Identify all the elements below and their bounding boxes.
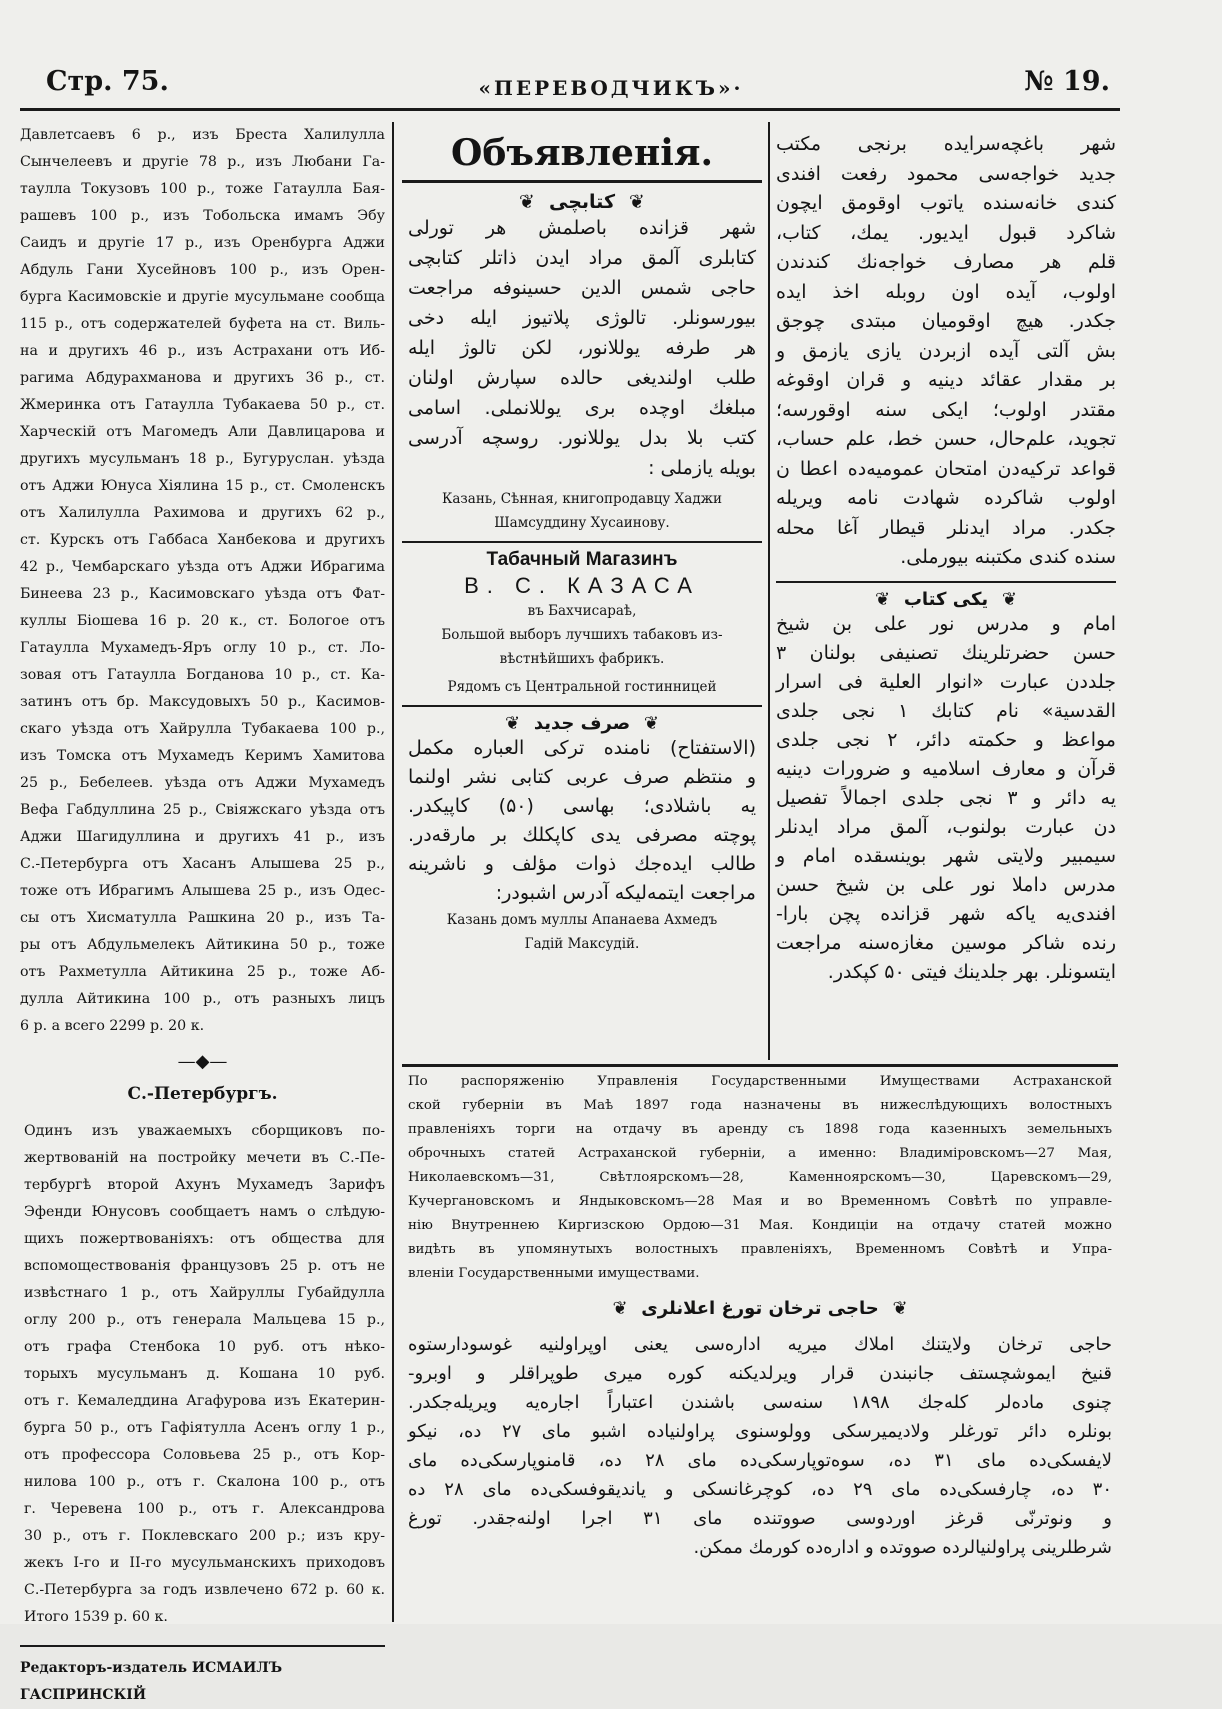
- auction-title-ar: حاجی ترخان تورغ اعلانلری: [641, 1298, 879, 1319]
- right-column: [776, 122, 1116, 1060]
- ad1-address: [402, 487, 762, 535]
- text-line: کندی خانه‌سنده یاتوب اوقومق ایچون: [776, 192, 1116, 214]
- newspaper-title: «ПЕРЕВОДЧИКЪ»·: [478, 76, 744, 100]
- text-line: Казань домъ муллы Апанаева Ахмедъ: [446, 912, 718, 928]
- text-line: سنده کندی مکتبنه بیورملی.: [900, 546, 1116, 568]
- text-line: و منتظم صرف عربی کتابی نشر اولنما: [408, 766, 756, 788]
- text-line: оглу 200 р., отъ генерала Мальцева 15 р.,: [24, 1312, 385, 1328]
- text-line: شهر باغچه‌سرایده برنجی مکتب: [776, 133, 1116, 155]
- text-line: нію Внутреннею Киргизскою Ордою—31 Мая. Кондиціи на отдачу статей можно: [408, 1218, 1112, 1233]
- new-book-text: [776, 610, 1116, 987]
- text-line: طلب اولندیغی حالده سپارش اولنان: [408, 367, 756, 389]
- text-line: отъ г. Кемаледдина Агафурова изъ Екатерин-: [24, 1393, 385, 1409]
- text-line: рашевъ 100 р., изъ Тобольска имамъ Эбу: [20, 208, 385, 224]
- text-line: видѣть въ упомянутыхъ волостныхъ правленіяхъ, Временномъ Совѣтѣ и Упра-: [408, 1242, 1112, 1257]
- text-line: رنده شاکر موسین مغازەسنه مراجعت: [776, 931, 1116, 954]
- text-line: Гадій Максудій.: [524, 936, 640, 952]
- text-line: 25 р., Бебелеев. уѣзда отъ Аджи Мухамедъ: [20, 775, 385, 791]
- bottom-section-rule: [402, 1064, 1118, 1067]
- text-line: سیمبیر ولایتی شهر بوینسقده امام و: [776, 844, 1116, 867]
- text-line: کتابلری آلمق مراد ایدن ذاتلر کتابچی: [408, 247, 756, 269]
- page-number: Стр. 75.: [46, 66, 169, 97]
- school-ad-text: [776, 122, 1116, 573]
- text-line: هر طرفه یوللانور، لکن تالوژ ایله: [408, 337, 756, 359]
- ad1-title: کتابچی: [549, 191, 615, 213]
- text-line: حاجی شمس الدین حسینوفه مراجعت: [408, 277, 756, 299]
- text-line: отъ профессора Соловьева 25 р., отъ Кор-: [24, 1447, 385, 1463]
- text-line: لایفسکی‌ده مای ۳۱ ده، سوه‌توپارسکی‌ده مای ۲۸ ده، قامنوپارسکی‌ده مای: [408, 1450, 1112, 1471]
- text-line: нилова 100 р., отъ г. Скалона 100 р., отъ: [24, 1474, 385, 1490]
- text-line: یه باشلادی؛ بهاسی (۵۰) کاپیکدر.: [408, 795, 756, 817]
- text-line: شرطلرینی پراولنیالرده صووتده و اداره‌ده کورمك ممکن.: [693, 1537, 1112, 1558]
- text-line: Шамсуддину Хусаинову.: [494, 515, 670, 531]
- text-line: تجوید، علم‌حال، حسن خط، علم حساب،: [776, 428, 1116, 450]
- ad2-owner: В. С. КАЗАСА: [464, 573, 700, 598]
- text-line: извѣстнаго 1 р., отъ Хайруллы Губайдулла: [24, 1285, 385, 1301]
- ad3-text: [402, 734, 762, 908]
- ornament-icon: ❦: [519, 191, 535, 213]
- ad2-location: Рядомъ съ Центральной гостинницей: [447, 679, 717, 695]
- text-line: اولوب شاکرده شهادت نامه ویریله: [776, 487, 1116, 509]
- text-line: таулла Токузовъ 100 р., тоже Гатаулла Бая-: [20, 181, 385, 197]
- text-line: С.-Петербурга отъ Хасанъ Алышева 25 р.,: [20, 856, 385, 872]
- text-line: دن عبارت بولنوب، آلمق مراد ایدنلر: [776, 815, 1116, 838]
- text-line: 42 р., Чембарскаго уѣзда отъ Аджи Ибрагима: [20, 559, 385, 575]
- text-line: По распоряженію Управленія Государственными Имуществами Астраханской: [408, 1074, 1112, 1089]
- text-line: حاجی ترخان ولایتنك املاك میریه اداره‌سی یعنی اوپراولنیه غوسودارستوه: [408, 1334, 1112, 1355]
- editor-line: Редакторъ-издатель ИСМАИЛЪ ГАСПРИНСКІЙ: [20, 1660, 283, 1703]
- separator-rule: [20, 1645, 385, 1647]
- text-line: مقتدر اولوب؛ ایکی سنه اوقورسه؛: [776, 398, 1116, 421]
- new-book-title: یکی کتاب: [903, 588, 989, 610]
- text-line: ۳۰ ده، چارفسکی‌ده مای ۲۹ ده، کوچرغانسکی و یاندیقوفسکی‌ده مای ۲۸ ده: [408, 1479, 1113, 1500]
- middle-column: [402, 122, 762, 1060]
- text-line: тербургѣ второй Ахунъ Мухамедъ Зарифъ: [24, 1177, 385, 1193]
- text-line: торыхъ мусульманъ д. Кошана 10 руб.: [24, 1366, 385, 1382]
- text-line: پوچته مصرفی یدی کاپکلك بر مارقه‌در.: [408, 824, 756, 846]
- text-line: отъ Аджи Юнуса Хіялина 15 р., ст. Смоленскъ: [20, 478, 385, 494]
- text-line: شهر قزانده باصلمش هر تورلی: [408, 217, 756, 239]
- text-line: حسن حضرتلرینك تصنیفی بولنان ۳: [776, 641, 1116, 664]
- text-line: طالب ایدەجك ذوات مؤلف و ناشرینه: [408, 853, 756, 875]
- text-line: отъ Рахметулла Айтикина 25 р., тоже Аб-: [20, 964, 385, 980]
- text-line: другихъ мусульманъ 18 р., Бугуруслан. уѣзда: [20, 451, 385, 467]
- new-book-title-block: [776, 589, 1116, 610]
- text-line: جلددن عبارت «انوار العلیة فی اسرار: [776, 670, 1116, 693]
- ads-heading: Объявленія.: [450, 132, 714, 174]
- ad1-text: [402, 213, 762, 483]
- text-line: г. Черевена 100 р., отъ г. Александрова: [24, 1501, 385, 1517]
- ad2-title: Табачный Магазинъ: [486, 549, 678, 570]
- text-line: Эфенди Юнусовъ сообщаетъ намъ о слѣдую-: [24, 1204, 385, 1220]
- text-line: вѣстнѣйшихъ фабрикъ.: [499, 651, 665, 667]
- text-line: امام و مدرس نور علی بن شیخ: [776, 612, 1116, 635]
- petersburg-text: [20, 1118, 385, 1631]
- ad2-place: въ Бахчисараѣ,: [527, 603, 637, 619]
- text-line: Николаевскомъ—31, Свѣтлоярскомъ—28, Каменноярскомъ—30, Царевскомъ—29,: [408, 1170, 1112, 1185]
- ad3-title: صرف جدید: [533, 713, 631, 734]
- text-line: شاکرد قبول ایدیور. یمك، کتاب،: [776, 221, 1116, 244]
- text-line: Жмеринка отъ Гатаулла Тубакаева 50 р., ст.: [20, 397, 385, 413]
- text-line: вленіи Государственными имуществами.: [408, 1266, 700, 1281]
- ornament-icon: ❦: [892, 1298, 908, 1319]
- section-title: С.-Петербургъ.: [127, 1084, 278, 1104]
- text-line: و ونوترنّی قرغز اوردوسی صووتنده مای ۳۱ اجرا اولنه‌جقدر. تورغ: [408, 1508, 1112, 1529]
- text-line: ры отъ Абдульмелекъ Айтикина 50 р., тоже: [20, 937, 385, 953]
- text-line: Харческій отъ Магомедъ Али Давлицарова и: [20, 424, 385, 440]
- text-line: مبلغك اوچده بری یوللانملی. اسامی: [408, 397, 756, 419]
- text-line: правленіяхъ торги на отдачу въ аренду съ 1898 года казенныхъ земельныхъ: [408, 1122, 1112, 1137]
- text-line: 115 р., отъ содержателей буфета на ст. Виль-: [20, 316, 385, 332]
- text-line: куллы Біошева 16 р. 20 к., ст. Бологое отъ: [20, 613, 385, 629]
- text-line: مدرس داملا نور علی بن شیخ حسن: [776, 873, 1116, 896]
- text-line: зовая отъ Гатаулла Богданова 10 р., ст. Ка-: [20, 667, 385, 683]
- text-line: затинъ отъ бр. Максудовыхъ 50 р., Касимов-: [20, 694, 385, 710]
- text-line: (الاستفتاح) نامنده ترکی العباره مکمل: [408, 737, 756, 759]
- text-line: ایتسونلر. بهر جلدینك فیتی ۵۰ کپکدر.: [827, 960, 1116, 983]
- text-line: Кучергановскомъ и Яндыковскомъ—28 Мая и во Временномъ Совѣтѣ по управле-: [408, 1194, 1112, 1209]
- text-line: چنوی ماده‌لر کله‌جك ۱۸۹۸ سنه‌سی باشندن اعتباراً اجاره‌یه ویریله‌جکدر.: [408, 1392, 1112, 1413]
- text-line: скаго уѣзда отъ Хайрулла Тубакаева 100 р.,: [20, 721, 385, 737]
- text-line: قواعد ترکیه‌دن امتحان عمومیه‌ده اعطا ن: [776, 457, 1116, 480]
- text-line: сы отъ Хисматулла Рашкина 20 р., изъ Та-: [20, 910, 385, 926]
- text-line: اولوب، آیده اون روبله اخذ ایده: [776, 280, 1116, 303]
- text-line: مراجعت ایتمەلیکه آدرس اشبودر:: [495, 882, 756, 904]
- left-column: [20, 122, 385, 1703]
- text-line: Саидъ и другіе 17 р., изъ Оренбурга Аджи: [20, 235, 385, 251]
- text-line: жекъ I-го и II-го мусульманскихъ приходовъ: [24, 1555, 385, 1571]
- text-line: 6 р. а всего 2299 р. 20 к.: [20, 1018, 205, 1034]
- ornament-icon: ❦: [612, 1298, 628, 1319]
- text-line: ской губерніи въ Маѣ 1897 года назначены въ нижеслѣдующихъ волостныхъ: [408, 1098, 1112, 1113]
- text-line: Гатаулла Мухамедъ-Яръ оглу 10 р., ст. Ло-: [20, 640, 385, 656]
- text-line: оброчныхъ статей Астраханской губерніи, а именно: Владиміровскомъ—27 Мая,: [408, 1146, 1112, 1161]
- ad2-text: [402, 623, 762, 671]
- text-line: بویله یازملی :: [648, 457, 756, 479]
- ad-rule: [402, 705, 762, 707]
- auction-notice-ar: [408, 1330, 1112, 1590]
- text-line: ст. Курскъ отъ Габбаса Ханбекова и другихъ: [20, 532, 385, 548]
- section-divider: —◆—: [177, 1051, 228, 1072]
- text-line: 30 р., отъ г. Поклевскаго 200 р.; изъ кру-: [24, 1528, 385, 1544]
- header-rule: [20, 108, 1120, 111]
- heading-rule: [402, 180, 762, 183]
- text-line: بونلره دائر تورغلر ولادیمیرسکی وولوسنوی پراولنیاده اشبو مای ۲۷ ده، نیکو: [408, 1421, 1112, 1442]
- text-line: قلم هر مصارف خواجه‌نك کندندن: [776, 251, 1116, 273]
- text-line: Бинеева 23 р., Касимовскаго уѣзда отъ Фат-: [20, 586, 385, 602]
- text-line: بش آلتی آیده ازبردن یازی یازمق و: [776, 339, 1116, 362]
- text-line: отъ графа Стенбока 10 руб. отъ нѣко-: [24, 1339, 385, 1355]
- ornament-icon: ❦: [643, 713, 659, 734]
- ornament-icon: ❦: [629, 191, 645, 213]
- auction-notice-ru: [408, 1070, 1112, 1300]
- text-line: Аджи Шагидуллина и другихъ 41 р., изъ: [20, 829, 385, 845]
- text-line: отъ Халилулла Рахимова и другихъ 62 р.,: [20, 505, 385, 521]
- text-line: Казань, Сѣнная, книгопродавцу Хаджи: [441, 491, 723, 507]
- ornament-icon: ❦: [1001, 588, 1018, 610]
- auction-title-block: [402, 1298, 1118, 1319]
- text-line: بر مقدار عقائد دینیه و قران اوقوغه: [776, 369, 1116, 391]
- text-line: Итого 1539 р. 60 к.: [24, 1609, 168, 1625]
- ornament-icon: ❦: [874, 588, 891, 610]
- text-line: рагима Абдурахманова и другихъ 36 р., ст.: [20, 370, 385, 386]
- text-line: Сынчелеевъ и другіе 78 р., изъ Любани Га-: [20, 154, 385, 170]
- text-line: یه دائر و ۳ نجی جلدی اجمالاً تفصیل: [776, 786, 1117, 809]
- donation-list: [20, 122, 385, 1040]
- ad-rule: [776, 581, 1116, 583]
- text-line: افندی‌یه یاکه شهر قزانده پچن بارا-: [776, 902, 1116, 925]
- ornament-icon: ❦: [505, 713, 521, 734]
- ad1-title-block: [402, 191, 762, 213]
- ad3-title-block: [402, 713, 762, 734]
- text-line: вспомоществованія французовъ 25 р. отъ не: [24, 1258, 385, 1274]
- text-line: бурга Касимовскіе и другіе мусульмане сообща: [20, 289, 385, 305]
- issue-number: № 19.: [1024, 66, 1110, 97]
- text-line: дулла Айтикина 100 р., отъ разныхъ лицъ: [20, 991, 385, 1007]
- text-line: Абдуль Гани Хусейновъ 100 р., изъ Орен-: [20, 262, 385, 278]
- text-line: مواعظ و حکمته دائر، ۲ نجی جلدی: [776, 728, 1116, 751]
- column-rule-left: [392, 122, 394, 1622]
- text-line: тоже отъ Ибрагимъ Алышева 25 р., изъ Одес-: [20, 883, 385, 899]
- ad3-address: [402, 908, 762, 956]
- text-line: جکدر. مراد ایدنلر قیطار آغا محله: [776, 516, 1116, 539]
- text-line: قنیخ ایموشچستف جانبندن قرار ویرلدیکنه کوره میری طوپراقلر و اوبرو-: [408, 1363, 1112, 1384]
- text-line: изъ Томска отъ Мухамедъ Керимъ Хамитова: [20, 748, 385, 764]
- column-rule-right: [768, 122, 770, 1060]
- text-line: щихъ пожертвованіяхъ: отъ общества для: [24, 1231, 385, 1247]
- text-line: جدید خواجه‌سی محمود رفعت افندی: [776, 162, 1116, 185]
- ad-rule: [402, 541, 762, 543]
- text-line: бурга 50 р., отъ Гафіятулла Асенъ оглу 1 р.,: [24, 1420, 385, 1436]
- text-line: Давлетсаевъ 6 р., изъ Бреста Халилулла: [20, 127, 385, 143]
- text-line: Вефа Габдуллина 25 р., Свіяжскаго уѣзда отъ: [20, 802, 385, 818]
- text-line: С.-Петербурга за годъ извлечено 672 р. 60 к.: [24, 1582, 385, 1598]
- text-line: на и другихъ 46 р., изъ Астрахани отъ Иб-: [20, 343, 385, 359]
- text-line: قرآن و معارف اسلامیه و ضرورات دینیه: [776, 757, 1116, 780]
- text-line: жертвованій на постройку мечети въ С.-Пе-: [24, 1150, 385, 1166]
- text-line: جکدر. هیچ اوقومیان مبتدی چوجق: [776, 310, 1116, 332]
- text-line: Большой выборъ лучшихъ табаковъ из-: [441, 627, 723, 643]
- text-line: کتب بلا بدل یوللانور. روسچه آدرسی: [408, 427, 756, 449]
- text-line: Одинъ изъ уважаемыхъ сборщиковъ по-: [24, 1123, 385, 1139]
- text-line: القدسیة» نام کتابك ۱ نجی جلدی: [776, 699, 1116, 722]
- text-line: بیورسونلر. تالوژی پلاتیوز ایله دخی: [408, 307, 756, 329]
